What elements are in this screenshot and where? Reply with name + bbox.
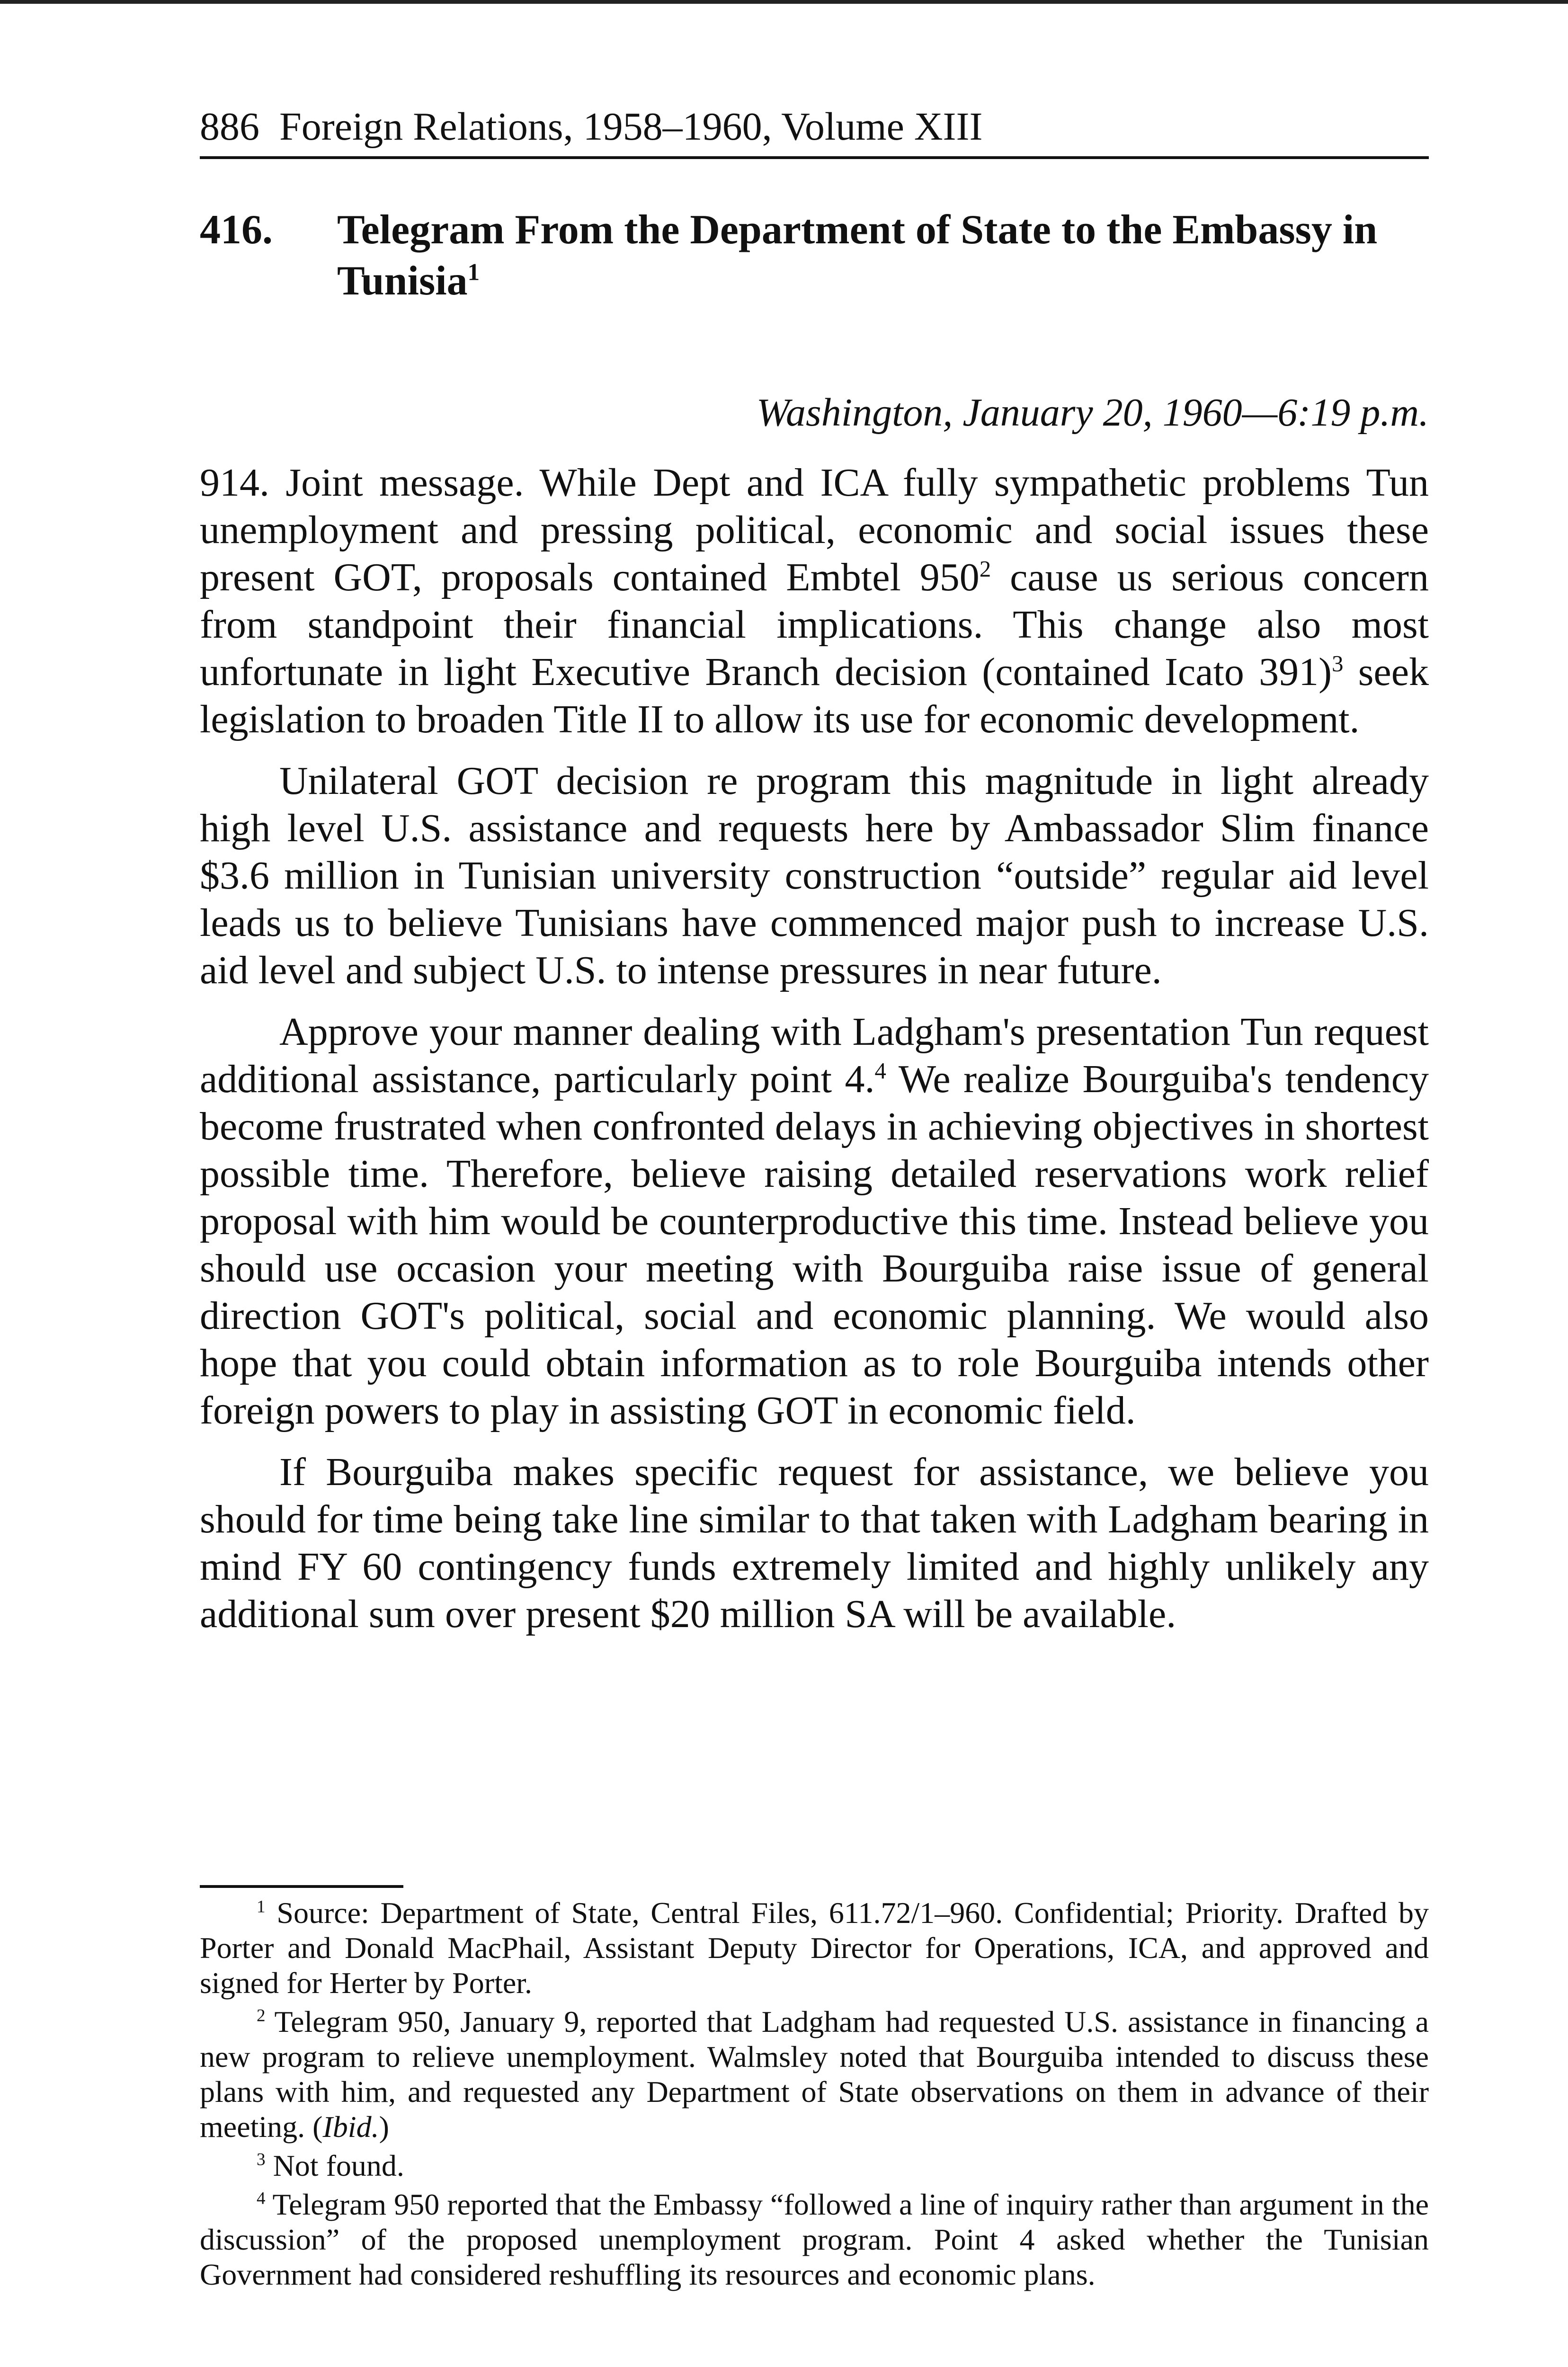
running-header [200,103,1429,159]
footnote-ref-1[interactable]: 1 [467,259,480,286]
footnote-divider [200,1885,403,1888]
paragraph-1-text-c: seek legislation to broaden Title II to allow its use for economic development. [200,650,1429,741]
series-title: Foreign Relations, 1958–1960, Volume XIII [279,105,983,149]
footnote-2-mark: 2 [257,2006,266,2026]
footnote-1-mark: 1 [257,1897,266,1917]
footnote-3-mark: 3 [257,2150,266,2170]
document-number: 416. [200,207,273,253]
footnotes [200,1895,1429,2296]
document-title-text: Telegram From the Department of State to the Embassy in Tunisia [337,207,1378,304]
footnote-4-text: Telegram 950 reported that the Embassy “followed a line of inquiry rather than argument in the discussion” of the proposed unemployment program. Point 4 asked whether the Tunisian Government had considered reshuffling its resources and economic plans. [200,2188,1429,2291]
footnote-3-text: Not found. [265,2149,404,2182]
paragraph-3-text-b: We realize Bourguiba's tendency become frustrated when confronted delays in achieving objectives in shortest possible time. Therefore, believe raising detailed reservations work relief proposal with him would be counterproductive this time. Instead believe you should use occasion your meeting with Bourguiba raise issue of general direction GOT's political, social and economic planning. We would also hope that you could obtain information as to role Bourguiba intends other foreign powers to play in assisting GOT in economic field. [200,1057,1429,1433]
footnote-2-text-a: Telegram 950, January 9, reported that Ladgham had requested U.S. assistance in financing a new program to relieve unemployment. Walmsley noted that Bourguiba intended to discuss these plans with him, and requested any Department of State observations on them in advance of their meeting. ( [200,2005,1429,2144]
paragraph-2: Unilateral GOT decision re program this magnitude in light already high level U.S. assistance and requests here by Ambassador Slim finance $3.6 million in Tunisian university construction “outside” regular aid level leads us to believe Tunisians have commenced major push to increase U.S. aid level and subject U.S. to intense pressures in near future. [200,759,1429,992]
document-heading [200,205,1429,307]
footnote-1 [200,1895,1429,2001]
footnote-ref-3[interactable]: 3 [1332,651,1344,676]
telegram-body [200,459,1429,1652]
footnote-2-text-b: ) [379,2110,389,2144]
footnote-2 [200,2004,1429,2145]
footnote-4-mark: 4 [257,2189,266,2208]
footnote-ref-4[interactable]: 4 [874,1058,886,1084]
footnote-ref-2[interactable]: 2 [979,556,991,582]
page-number: 886 [200,105,259,149]
paragraph-3 [200,1008,1429,1434]
paragraph-3-text-a: Approve your manner dealing with Ladgham's presentation Tun request additional assistance, particularly point 4. [200,1010,1429,1101]
paragraph-1 [200,459,1429,743]
paragraph-1-text-a: 914. Joint message. While Dept and ICA fully sympathetic problems Tun unemployment and pressing political, economic and social issues these present GOT, proposals contained Embtel 950 [200,461,1429,599]
dateline: Washington, January 20, 1960—6:19 p.m. [756,391,1429,435]
paragraph-1-text-b: cause us serious concern from standpoint their financial implications. This change also most unfortunate in light Executive Branch decision (contained Icato 391) [200,555,1429,694]
footnote-3 [200,2148,1429,2183]
page-top-edge [0,0,1568,4]
paragraph-4: If Bourguiba makes specific request for assistance, we believe you should for time being take line similar to that taken with Ladgham bearing in mind FY 60 contingency funds extremely limited and highly unlikely any additional sum over present $20 million SA will be available. [200,1450,1429,1636]
footnote-2-ibid: Ibid. [322,2110,379,2144]
document-title [337,205,1426,307]
footnote-4 [200,2187,1429,2292]
footnote-1-text: Source: Department of State, Central Files, 611.72/1–960. Confidential; Priority. Drafted by Porter and Donald MacPhail, Assistant Deputy Director for Operations, ICA, and approved and signed for Herter by Porter. [200,1896,1429,2000]
